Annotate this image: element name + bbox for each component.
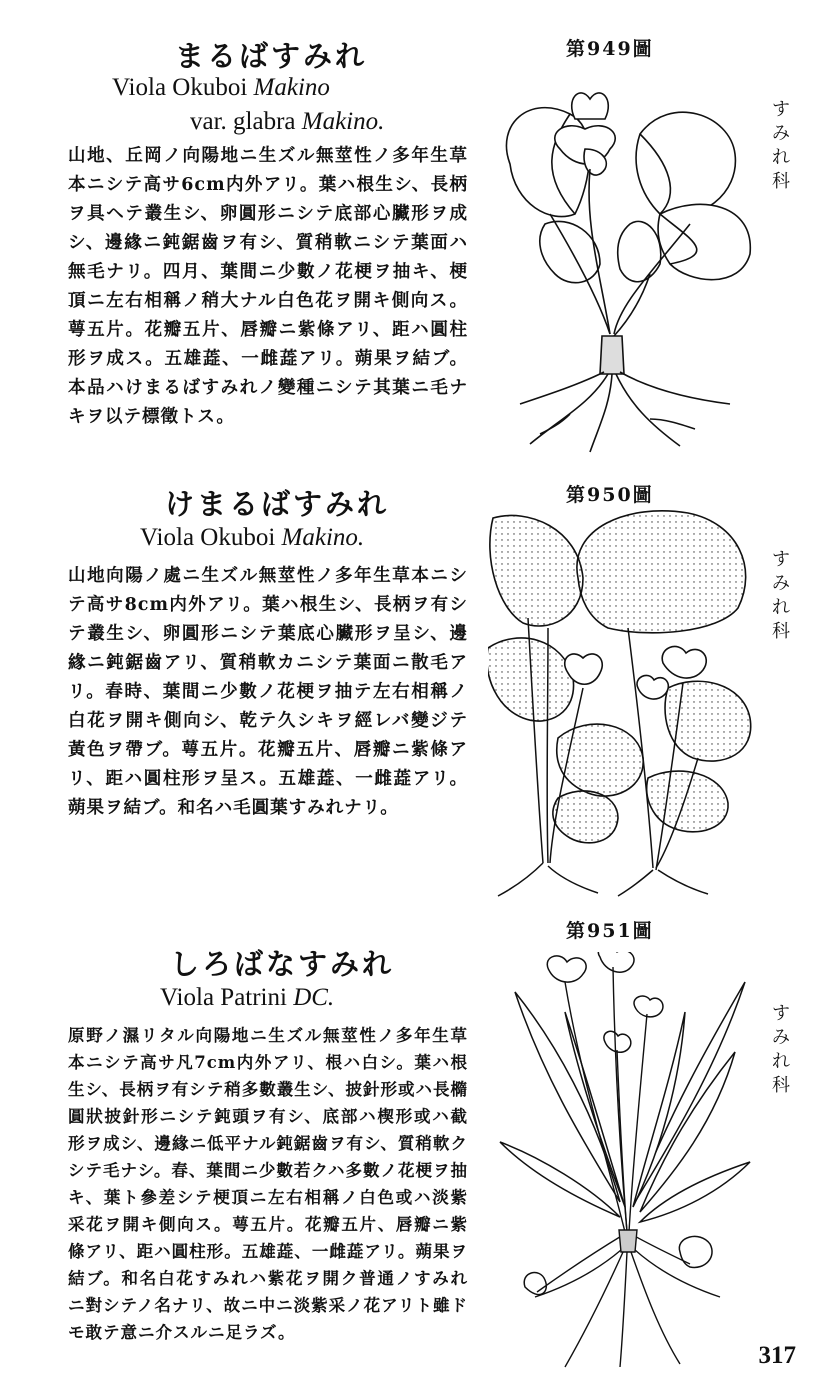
latin-variety-name: var. glabra (190, 108, 296, 135)
family-label: すみれ科 (772, 1003, 790, 1096)
japanese-name: けまるばすみれ (165, 487, 390, 521)
latin-name (160, 984, 334, 1012)
latin-author: Makino (253, 74, 330, 101)
latin-name (112, 74, 330, 102)
species-description: 原野ノ濕リタル向陽地ニ生ズル無莖性ノ多年生草本ニシテ高サ凡7cm内外アリ、根ハ白シ。葉ハ根生シ、長柄ヲ有シテ稍多數叢生シ、披針形或ハ長橢圓狀披針形ニシテ鈍頭ヲ有シ、底部ハ楔形或ハ截形ヲ成シ、邊緣ニ低平ナル鈍鋸齒ヲ有シ、質稍軟クシテ毛ナシ。春、葉間ニ少數若クハ多數ノ花梗ヲ抽キ、葉ト參差シテ梗頂ニ左右相稱ノ白色或ハ淡紫采花ヲ開キ側向ス。萼五片。花瓣五片、唇瓣ニ紫條アリ、距ハ圓柱形。五雄蕋、一雌蕋アリ。蒴果ヲ結ブ。和名白花すみれハ紫花ヲ開ク普通ノすみれニ對シテノ名ナリ、故ニ中ニ淡紫采ノ花アリト雖ドモ敢テ意ニ介スルニ足ラズ。 (68, 1026, 469, 1342)
latin-binomial: Viola Okuboi (112, 74, 248, 101)
japanese-name: しろばなすみれ (170, 947, 395, 981)
figure-label: 第951圖 (566, 920, 654, 942)
round-leaf-violet-illustration (490, 74, 760, 454)
latin-binomial: Viola Okuboi (140, 524, 276, 551)
latin-variety-author: Makino. (301, 108, 385, 135)
figure-label: 第950圖 (566, 484, 654, 506)
latin-author: Makino. (281, 524, 365, 551)
japanese-name: まるばすみれ (175, 39, 368, 73)
figure-label: 第949圖 (566, 38, 654, 60)
family-label: すみれ科 (772, 99, 790, 192)
latin-variety (190, 108, 384, 136)
white-flowered-violet-illustration (495, 952, 765, 1372)
latin-binomial: Viola Patrini (160, 984, 287, 1011)
entry-950 (0, 478, 840, 898)
entry-949 (0, 30, 840, 460)
entry-951 (0, 912, 840, 1362)
hairy-round-leaf-violet-illustration (488, 508, 758, 898)
species-description: 山地向陽ノ處ニ生ズル無莖性ノ多年生草本ニシテ高サ8cm内外アリ。葉ハ根生シ、長柄ヲ有シテ叢生シ、卵圓形ニシテ葉底心臟形ヲ呈シ、邊緣ニ鈍鋸齒アリ、質稍軟カニシテ葉面ニ散毛アリ。春時、葉間ニ少數ノ花梗ヲ抽テ左右相稱ノ白花ヲ開キ側向シ、乾テ久シキヲ經レバ變ジテ黃色ヲ帶ブ。萼五片。花瓣五片、唇瓣ニ紫條アリ、距ハ圓柱形ヲ呈ス。五雄蕋、一雌蕋アリ。蒴果ヲ結ブ。和名ハ毛圓葉すみれナリ。 (68, 566, 468, 818)
latin-author: DC. (293, 984, 335, 1011)
family-label: すみれ科 (772, 549, 790, 642)
species-description: 山地、丘岡ノ向陽地ニ生ズル無莖性ノ多年生草本ニシテ高サ6cm内外アリ。葉ハ根生シ、長柄ヲ具ヘテ叢生シ、卵圓形ニシテ底部心臟形ヲ成シ、邊緣ニ鈍鋸齒ヲ有シ、質稍軟ニシテ葉面ハ無毛ナリ。四月、葉間ニ少數ノ花梗ヲ抽キ、梗頂ニ左右相稱ノ稍大ナル白色花ヲ開キ側向ス。萼五片。花瓣五片、唇瓣ニ紫條アリ、距ハ圓柱形ヲ成ス。五雄蕋、一雌蕋アリ。蒴果ヲ結ブ。本品ハけまるばすみれノ變種ニシテ其葉ニ毛ナキヲ以テ標徵トス。 (68, 146, 468, 427)
page-number: 317 (758, 1342, 796, 1369)
latin-name (140, 524, 364, 552)
